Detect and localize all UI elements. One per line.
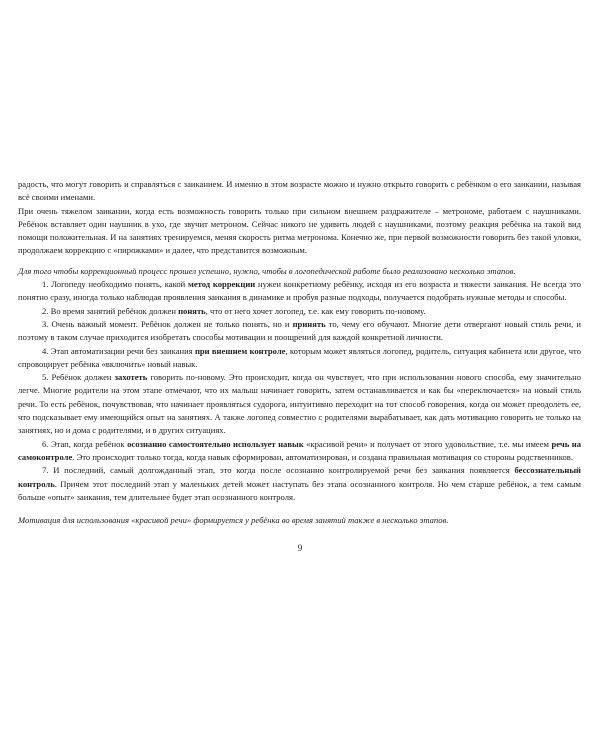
stage-key-term: захотеть — [114, 372, 148, 383]
stage-text: 5. Ребёнок должен — [42, 372, 115, 383]
stage-text: 2. Во время занятий ребёнок должен — [42, 305, 179, 316]
stage-key-term: речь на самоконтроле — [18, 438, 581, 462]
stage-key-term: метод коррекции — [187, 279, 256, 290]
stage-key-term: понять — [178, 305, 206, 316]
motivation-line: Мотивация для использования «красивой речи» формируется у ребёнка во время занятий также в несколько этапов. — [18, 515, 449, 526]
stages-list — [18, 278, 581, 504]
stage-key-term: осознанно самостоятельно использует навык — [127, 438, 304, 449]
stage-item — [18, 464, 581, 504]
stage-key-term: при внешнем контроле — [194, 345, 286, 356]
stage-key-term: бессознательный контроль — [18, 465, 581, 489]
stage-item — [18, 305, 581, 318]
stage-text: 3. Очень важный момент. Ребёнок должен не только понять, но и — [42, 318, 293, 329]
stage-text: то, чему его обучают. Многие дети отвергают новый стиль речи, и поэтому в таком случае приходится изобретать способы мотивации и поощрений для каждой конкретной личности. — [18, 318, 581, 343]
document-body — [18, 178, 581, 527]
stage-key-term: принять — [292, 318, 326, 329]
severe-stuttering-paragraph: При очень тяжелом заикании, когда есть возможность говорить только при сильном внешнем раздражителе – метрономе, работаем с наушниками. Ребёнок вставляет один наушник в ухо, где звучит метроном. Сейчас никого не удивить людей с наушниками, поэтому реакция ребёнка на такой вид помощи положительная. И на занятиях тренируемся, меняя скорость ритма метронома. Конечно же, при первой возможности говорить без такой уловки, продолжаем коррекцию с «пирожками» и далее, что представится возможным. — [18, 205, 581, 256]
stage-text: , что от него хочет логопед, т.е. как ему говорить по-новому. — [205, 305, 426, 316]
stages-intro: Для того чтобы коррекционный процесс прошел успешно, нужно, чтобы в логопедической работе было реализовано несколько этапов. — [18, 265, 516, 276]
stage-text: . Это происходит только тогда, когда навык сформирован, автоматизирован, и создана правильная мотивация со стороны родственников. — [72, 451, 573, 462]
stage-item — [18, 371, 581, 437]
page-number: 9 — [297, 543, 303, 553]
stage-item — [18, 345, 581, 372]
stage-text: 7. И последний, самый долгожданный этап, это когда после осознанно контролируемой речи без заикания появляется — [42, 465, 515, 476]
stage-text: . Причем этот последний этап у маленьких детей может наступать без этапа осознанного контроля. Но чем старше ребёнок, а тем самым больше «опыт» заикания, тем длительнее будет этап осознанного контроля. — [18, 478, 581, 502]
stage-text: «красивой речи» и получает от этого удовольствие, т.е. мы имеем — [303, 438, 552, 449]
stage-text: , которым может являться логопед, родитель, ситуация кабинета или другое, что спровоцирует ребёнка «включить» новый навык. — [18, 345, 581, 369]
stage-text: 6. Этап, когда ребёнок — [42, 438, 128, 449]
stage-item — [18, 278, 581, 305]
intro-paragraph: радость, что могут говорить и справляться с заиканием. И именно в этом возрасте можно и нужно открыто говорить с ребёнком о его заикании, называя всё своими именами. — [18, 179, 581, 203]
stage-text: нужен конкретному ребёнку, исходя из его возраста и тяжести заикания. Не всегда это понятно сразу, иногда только наблюдая проявления заикания в динамике и пробуя разные подходы, получается подобрать нужные методы и способы. — [18, 279, 581, 303]
stage-text: 1. Логопеду необходимо понять, какой — [42, 279, 188, 290]
stage-text: говорить по-новому. Это происходит, когда он чувствует, что при использовании нового способа, ему значительно легче. Многие родители на этом этапе отмечают, что их малыш начинает говорить, затем останавливается и как бы «переключается» на новый стиль речи. То есть ребёнок, почувствовав, что начинает проявляться судорога, интуитивно переходит на тот способ говорения, когда он может преодолеть ее, что подсказывает ему имеющийся опыт на занятиях. А также логопед совместно с родителями вырабатывает, как дать мотивацию говорить не только на занятиях, но и дома с родителями, и в других ситуациях. — [18, 372, 581, 436]
stage-text: 4. Этап автоматизации речи без заикания — [42, 345, 195, 356]
stage-item — [18, 318, 581, 345]
stage-item — [18, 438, 581, 465]
